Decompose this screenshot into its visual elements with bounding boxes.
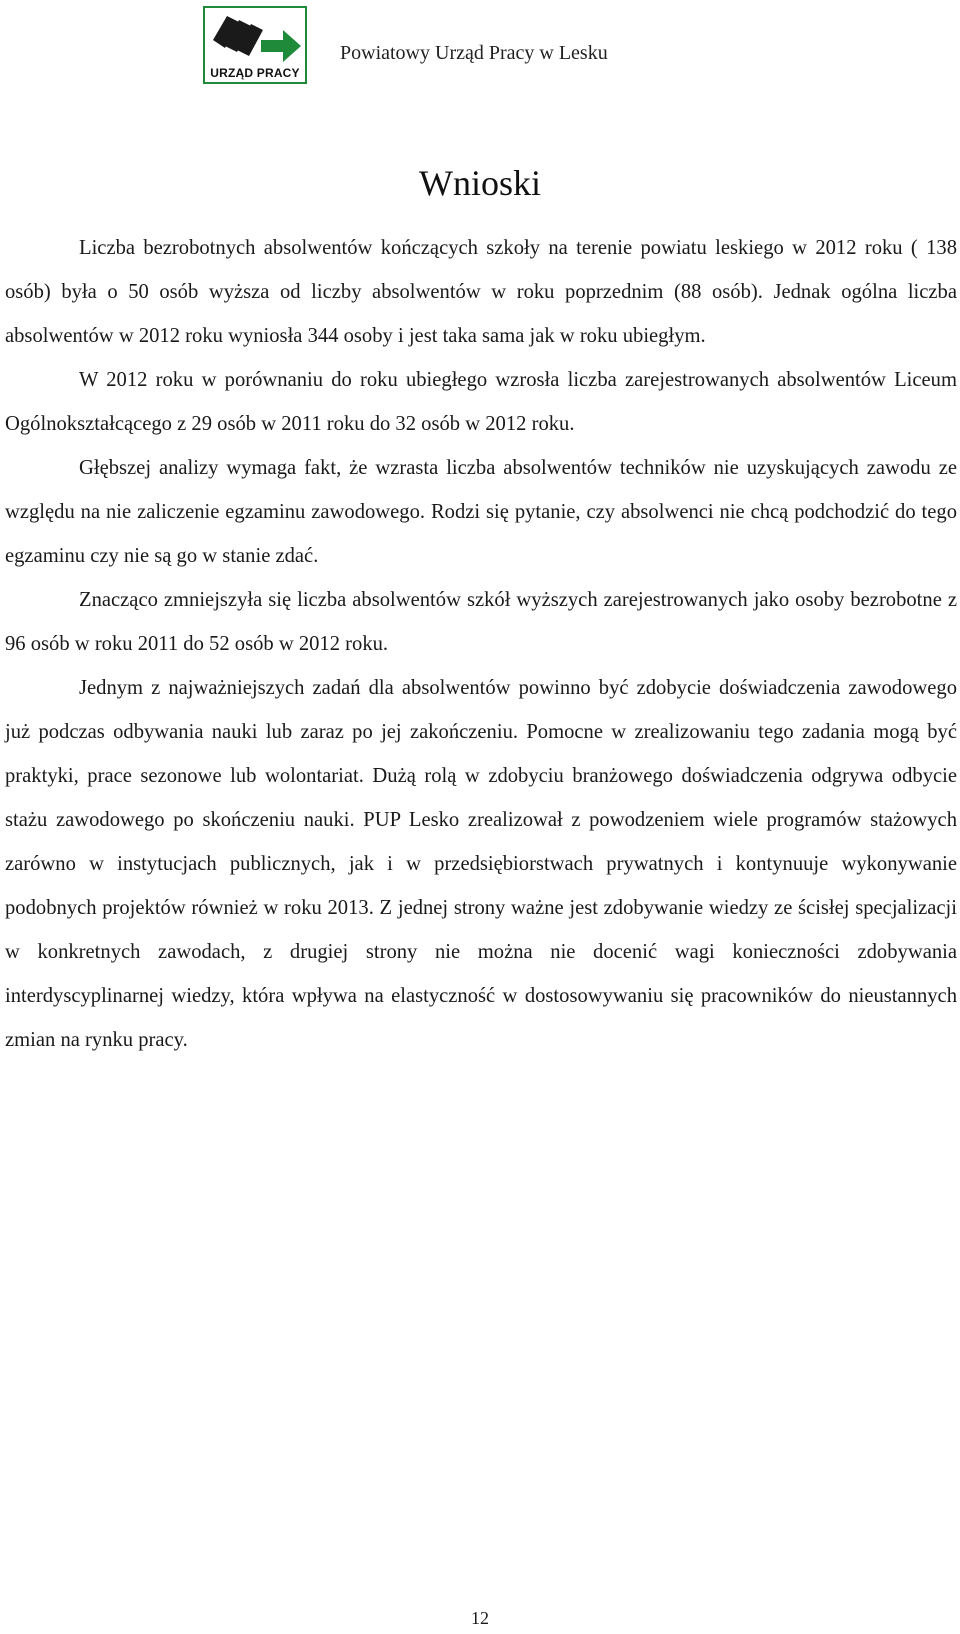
paragraph: W 2012 roku w porównaniu do roku ubiegłego wzrosła liczba zarejestrowanych absolwentów Liceum Ogólnokształcącego z 29 osób w 2011 roku do 32 osób w 2012 roku.: [5, 369, 957, 435]
paragraph: Głębszej analizy wymaga fakt, że wzrasta liczba absolwentów techników nie uzyskujących zawodu ze względu na nie zaliczenie egzaminu zawodowego. Rodzi się pytanie, czy absolwenci nie chcą podchodzić do tego egzaminu czy nie są go w stanie zdać.: [5, 457, 957, 567]
logo-graphic-icon: [205, 10, 305, 68]
page-header: [0, 0, 960, 90]
office-name: Powiatowy Urząd Pracy w Lesku: [340, 42, 608, 64]
paragraph: Liczba bezrobotnych absolwentów kończących szkoły na terenie powiatu leskiego w 2012 roku ( 138 osób) była o 50 osób wyższa od liczby absolwentów w roku poprzednim (88 osób). Jednak ogólna liczba absolwentów w 2012 roku wyniosła 344 osoby i jest taka sama jak w roku ubiegłym.: [5, 237, 957, 347]
paragraph: Znacząco zmniejszyła się liczba absolwentów szkół wyższych zarejestrowanych jako osoby bezrobotne z 96 osób w roku 2011 do 52 osób w 2012 roku.: [5, 589, 957, 655]
page-title: Wnioski: [419, 163, 541, 203]
document-body: [5, 226, 957, 1062]
paragraph: Jednym z najważniejszych zadań dla absolwentów powinno być zdobycie doświadczenia zawodowego już podczas odbywania nauki lub zaraz po jej zakończeniu. Pomocne w zrealizowaniu tego zadania mogą być praktyki, prace sezonowe lub wolontariat. Dużą rolą w zdobyciu branżowego doświadczenia odgrywa odbycie stażu zawodowego po skończeniu nauki. PUP Lesko zrealizował z powodzeniem wiele programów stażowych zarówno w instytucjach publicznych, jak i w przedsiębiorstwach prywatnych i kontynuuje wykonywanie podobnych projektów również w roku 2013. Z jednej strony ważne jest zdobywanie wiedzy ze ścisłej specjalizacji w konkretnych zawodach, z drugiej strony nie można nie docenić wagi konieczności zdobywania interdyscyplinarnej wiedzy, która wpływa na elastyczność w dostosowywaniu się pracowników do nieustannych zmian na rynku pracy.: [5, 677, 957, 1051]
logo-text: URZĄD PRACY: [210, 66, 300, 80]
urzad-pracy-logo: [203, 6, 307, 84]
page-number: 12: [471, 1608, 489, 1628]
